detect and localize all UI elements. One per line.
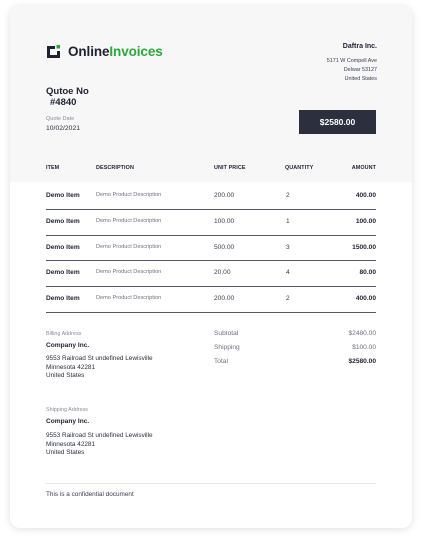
column-header-amount: AMOUNT <box>351 165 376 171</box>
shipping-address-line1: 9553 Railroad St undefined Lewisville <box>46 432 153 439</box>
billing-address <box>46 355 153 381</box>
billing-address-line1: 9553 Railroad St undefined Lewisville <box>46 355 153 362</box>
quote-date-label: Quote Date <box>46 116 75 122</box>
billing-address-line2: Minnesota 42281 <box>46 363 96 371</box>
company-address-line3: United States <box>344 76 377 82</box>
row-unit-price: 500.00 <box>214 243 235 251</box>
row-quantity: 4 <box>286 269 290 277</box>
table-row <box>46 261 376 287</box>
shipping-company: Company Inc. <box>46 418 90 425</box>
row-unit-price: 200.00 <box>214 295 235 303</box>
column-header-quantity: QUANTITY <box>285 165 314 171</box>
company-address-line1: 5171 W Compell Ave <box>326 58 377 64</box>
table-row <box>46 184 376 210</box>
table-row <box>46 210 376 236</box>
brand-name-part1: Online <box>68 44 110 59</box>
row-item: Demo Item <box>46 192 80 199</box>
company-name: Daftra Inc. <box>342 43 377 50</box>
row-description: Demo Product Description <box>96 192 162 198</box>
row-description: Demo Product Description <box>96 217 162 224</box>
shipping-address-line3: United States <box>46 449 85 457</box>
footer-divider <box>46 483 376 484</box>
row-amount: 1500.00 <box>352 243 376 251</box>
row-unit-price: 200.00 <box>214 192 235 199</box>
subtotal-label: Subtotal <box>214 330 239 337</box>
brand-name-part2: Invoices <box>109 44 163 59</box>
row-item: Demo Item <box>46 243 80 251</box>
table-row <box>46 236 376 262</box>
subtotal-value: $2480.00 <box>348 330 376 337</box>
brand-logo <box>46 44 163 59</box>
quote-number-label: Qutoe No <box>46 86 89 97</box>
total-value: $2580.00 <box>348 358 376 365</box>
row-amount: 400.00 <box>355 295 376 303</box>
shipping-address-line2: Minnesota 42281 <box>46 440 96 448</box>
billing-address-line3: United States <box>46 372 85 380</box>
column-header-unit-price: UNIT PRICE <box>214 165 246 171</box>
row-divider <box>46 312 376 313</box>
confidential-note: This is a confidential document <box>46 491 134 498</box>
row-item: Demo Item <box>46 217 80 225</box>
quote-document <box>10 6 412 528</box>
billing-address-label: Billing Address <box>46 331 82 337</box>
column-header-item: ITEM <box>46 165 60 171</box>
row-unit-price: 100.00 <box>214 217 235 225</box>
table-row <box>46 287 376 313</box>
row-quantity: 3 <box>286 243 290 251</box>
row-quantity: 2 <box>286 192 290 199</box>
row-description: Demo Product Description <box>96 295 162 302</box>
row-item: Demo Item <box>46 269 80 277</box>
row-quantity: 1 <box>286 217 290 225</box>
row-item: Demo Item <box>46 295 80 303</box>
row-unit-price: 20.00 <box>214 269 231 277</box>
shipping-label: Shipping <box>214 344 240 351</box>
row-description: Demo Product Description <box>96 269 162 276</box>
row-amount: 80.00 <box>359 269 376 277</box>
company-info <box>327 43 377 84</box>
shipping-address <box>46 432 153 458</box>
total-amount-badge: $2580.00 <box>299 110 376 134</box>
brand-name <box>68 44 163 59</box>
quote-number: #4840 <box>50 97 77 108</box>
company-address-line2: Delwar 53127 <box>343 67 377 73</box>
shipping-value: $100.00 <box>352 344 376 351</box>
billing-company: Company Inc. <box>46 342 90 349</box>
quote-date-value: 10/02/2021 <box>46 125 81 132</box>
shipping-address-label: Shipping Address <box>46 407 88 413</box>
online-invoices-logo-icon <box>46 44 61 59</box>
column-header-description: DESCRIPTION <box>96 165 134 171</box>
row-amount: 100.00 <box>355 217 376 225</box>
row-quantity: 2 <box>286 295 290 303</box>
row-description: Demo Product Description <box>96 243 162 250</box>
total-label: Total <box>214 358 228 365</box>
row-amount: 400.00 <box>355 192 376 199</box>
